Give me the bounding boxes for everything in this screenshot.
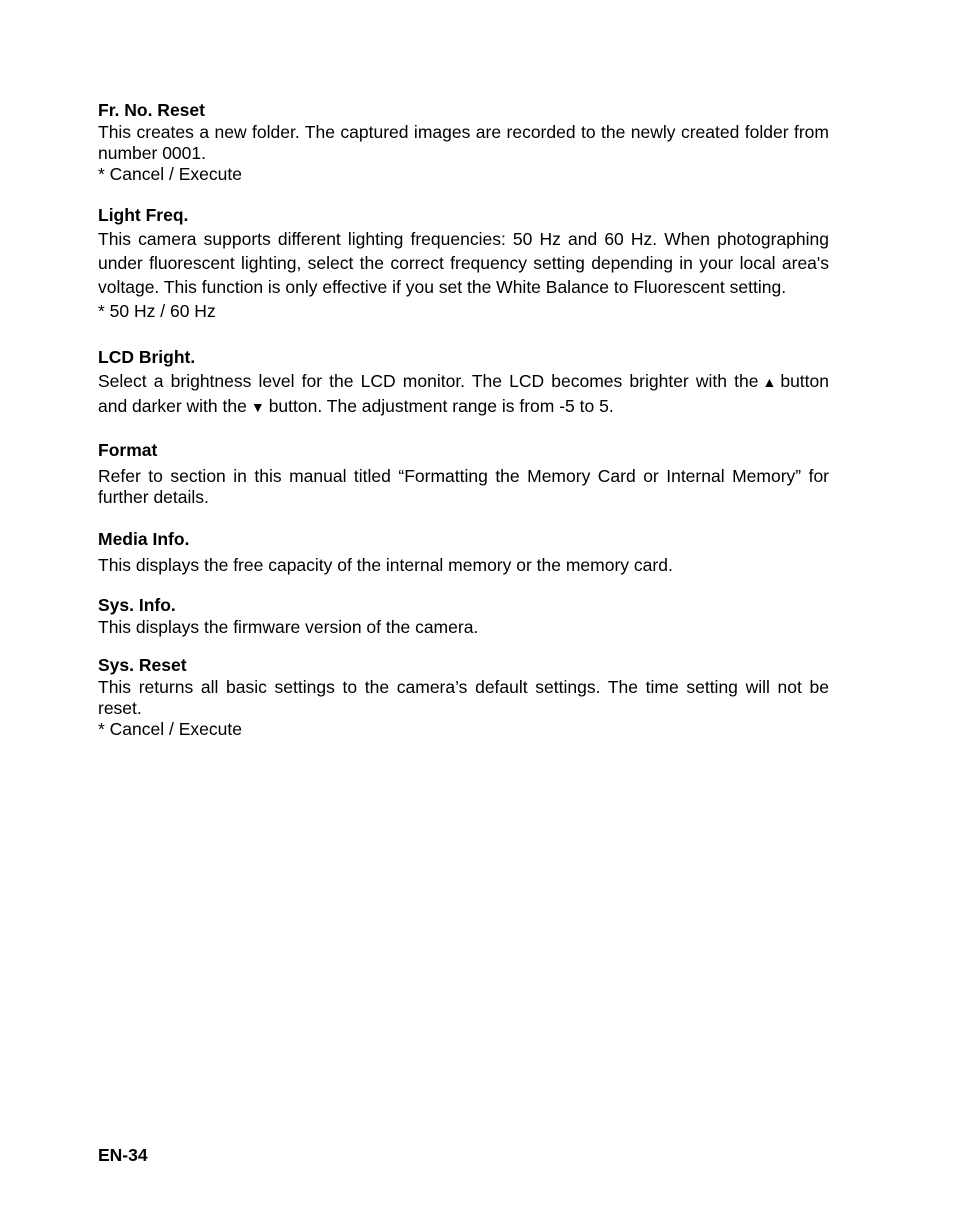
up-arrow-icon: ▲ xyxy=(762,374,777,390)
section-title: Media Info. xyxy=(98,529,190,549)
section-options: * 50 Hz / 60 Hz xyxy=(98,301,216,321)
section-media-info xyxy=(98,527,829,576)
section-light-freq xyxy=(98,203,829,323)
body-text-part2: button and darker with the xyxy=(98,371,829,416)
section-body: This camera supports different lighting frequencies: 50 Hz and 60 Hz. When photographing under fluorescent lighting, select the correct frequency setting depending in your local area's voltage. This function is only effective if you set the White Balance to Fluorescent setting. xyxy=(98,229,829,297)
section-title: Sys. Reset xyxy=(98,655,187,675)
section-body: This displays the firmware version of the camera. xyxy=(98,617,479,637)
body-text-part1: Select a brightness level for the LCD monitor. The LCD becomes brighter with the xyxy=(98,371,759,391)
section-title: Sys. Info. xyxy=(98,595,176,615)
section-fr-no-reset xyxy=(98,98,829,185)
section-options: * Cancel / Execute xyxy=(98,164,242,184)
section-title: LCD Bright. xyxy=(98,347,196,367)
manual-page xyxy=(98,98,829,740)
section-body: This displays the free capacity of the internal memory or the memory card. xyxy=(98,555,673,575)
section-body: This returns all basic settings to the camera’s default settings. The time setting will not be reset. xyxy=(98,677,829,718)
section-options: * Cancel / Execute xyxy=(98,719,242,739)
section-format xyxy=(98,438,829,508)
down-arrow-icon: ▼ xyxy=(250,399,265,415)
section-body: This creates a new folder. The captured images are recorded to the newly created folder from number 0001. xyxy=(98,122,829,163)
section-title: Fr. No. Reset xyxy=(98,100,205,120)
section-sys-info xyxy=(98,593,829,638)
section-lcd-bright xyxy=(98,345,829,419)
page-number: EN-34 xyxy=(98,1145,148,1165)
section-title: Format xyxy=(98,440,158,460)
section-body xyxy=(98,369,829,419)
section-body: Refer to section in this manual titled “Formatting the Memory Card or Internal Memory” for further details. xyxy=(98,466,829,507)
body-text-part3: button. The adjustment range is from -5 to 5. xyxy=(268,396,614,416)
section-title: Light Freq. xyxy=(98,205,189,225)
section-sys-reset xyxy=(98,653,829,740)
